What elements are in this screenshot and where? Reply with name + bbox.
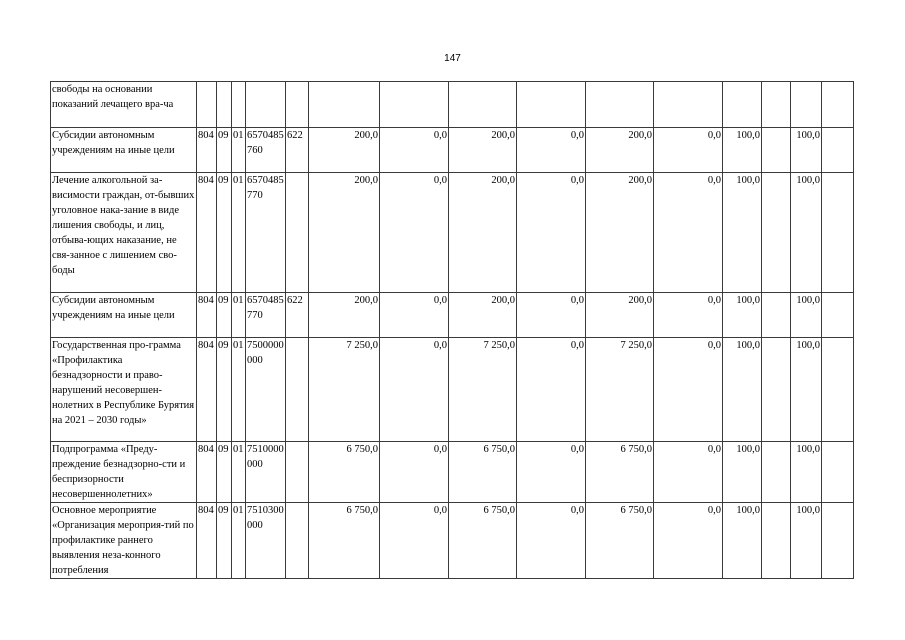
- code-target-article: 6570485760: [246, 128, 286, 173]
- page-number: 147: [444, 53, 461, 64]
- amount-federal-1: 0,0: [380, 442, 449, 503]
- code-subsection: 01: [232, 173, 246, 293]
- amount-approved-1: 6 750,0: [309, 503, 380, 579]
- table-row: [51, 82, 854, 128]
- percent-execution-federal: [791, 82, 822, 128]
- amount-federal-1: 0,0: [380, 128, 449, 173]
- code-subsection: 01: [232, 503, 246, 579]
- amount-approved-2: 7 250,0: [449, 338, 517, 442]
- amount-approved-1: 200,0: [309, 293, 380, 338]
- amount-federal-1: [380, 82, 449, 128]
- amount-executed: 6 750,0: [586, 442, 654, 503]
- table-row: [51, 128, 854, 173]
- empty-cell: [762, 173, 791, 293]
- code-expense-type: [286, 82, 309, 128]
- code-grbs: 804: [197, 293, 217, 338]
- empty-cell: [762, 128, 791, 173]
- table-row: [51, 442, 854, 503]
- amount-federal-1: 0,0: [380, 503, 449, 579]
- amount-federal-2: 0,0: [517, 503, 586, 579]
- percent-execution-federal: 100,0: [791, 503, 822, 579]
- empty-cell: [822, 503, 854, 579]
- amount-approved-1: 200,0: [309, 128, 380, 173]
- percent-execution-federal: 100,0: [791, 338, 822, 442]
- percent-execution-federal: 100,0: [791, 442, 822, 503]
- budget-table: [50, 81, 854, 579]
- amount-federal-1: 0,0: [380, 338, 449, 442]
- amount-federal-executed: 0,0: [654, 338, 723, 442]
- code-expense-type: [286, 338, 309, 442]
- empty-cell: [762, 503, 791, 579]
- item-description: Лечение алкогольной за-висимости граждан, от-бывших уголовное нака-зание в виде лишения свободы, и лиц, отбыва-ющих наказание, не свя-занное с лишением сво-боды: [51, 173, 197, 293]
- percent-execution-federal: 100,0: [791, 293, 822, 338]
- amount-approved-1: 200,0: [309, 173, 380, 293]
- code-grbs: 804: [197, 442, 217, 503]
- code-target-article: [246, 82, 286, 128]
- amount-approved-2: 6 750,0: [449, 503, 517, 579]
- empty-cell: [762, 82, 791, 128]
- amount-approved-1: [309, 82, 380, 128]
- code-grbs: 804: [197, 173, 217, 293]
- amount-executed: [586, 82, 654, 128]
- code-section: 09: [217, 442, 232, 503]
- amount-federal-executed: 0,0: [654, 128, 723, 173]
- code-target-article: 6570485770: [246, 173, 286, 293]
- code-section: 09: [217, 173, 232, 293]
- empty-cell: [822, 293, 854, 338]
- amount-executed: 7 250,0: [586, 338, 654, 442]
- empty-cell: [762, 338, 791, 442]
- code-section: 09: [217, 338, 232, 442]
- amount-executed: 200,0: [586, 128, 654, 173]
- amount-approved-1: 7 250,0: [309, 338, 380, 442]
- code-grbs: 804: [197, 128, 217, 173]
- amount-executed: 200,0: [586, 173, 654, 293]
- code-grbs: 804: [197, 503, 217, 579]
- amount-approved-2: 200,0: [449, 128, 517, 173]
- code-target-article: 7510300000: [246, 503, 286, 579]
- percent-execution-federal: 100,0: [791, 173, 822, 293]
- item-description: Основное мероприятие «Организация мероприя-тий по профилактике раннего выявления неза-конного потребления: [51, 503, 197, 579]
- amount-federal-executed: [654, 82, 723, 128]
- amount-executed: 6 750,0: [586, 503, 654, 579]
- percent-execution: [723, 82, 762, 128]
- table-row: [51, 338, 854, 442]
- amount-federal-2: 0,0: [517, 173, 586, 293]
- amount-approved-1: 6 750,0: [309, 442, 380, 503]
- code-grbs: 804: [197, 338, 217, 442]
- percent-execution-federal: 100,0: [791, 128, 822, 173]
- code-subsection: 01: [232, 442, 246, 503]
- code-grbs: [197, 82, 217, 128]
- amount-approved-2: 200,0: [449, 293, 517, 338]
- code-section: 09: [217, 128, 232, 173]
- amount-federal-executed: 0,0: [654, 173, 723, 293]
- percent-execution: 100,0: [723, 442, 762, 503]
- percent-execution: 100,0: [723, 503, 762, 579]
- code-target-article: 7500000000: [246, 338, 286, 442]
- empty-cell: [762, 442, 791, 503]
- code-subsection: 01: [232, 293, 246, 338]
- empty-cell: [822, 338, 854, 442]
- amount-federal-2: 0,0: [517, 338, 586, 442]
- amount-federal-2: 0,0: [517, 442, 586, 503]
- amount-federal-executed: 0,0: [654, 442, 723, 503]
- amount-executed: 200,0: [586, 293, 654, 338]
- item-description: Субсидии автономным учреждениям на иные цели: [51, 293, 197, 338]
- amount-approved-2: 200,0: [449, 173, 517, 293]
- code-section: 09: [217, 503, 232, 579]
- item-description: Государственная про-грамма «Профилактика безнадзорности и право-нарушений несовершен-нолетних в Республике Бурятия на 2021 – 2030 годы»: [51, 338, 197, 442]
- code-expense-type: [286, 173, 309, 293]
- empty-cell: [822, 173, 854, 293]
- code-subsection: 01: [232, 128, 246, 173]
- amount-federal-2: 0,0: [517, 293, 586, 338]
- code-section: 09: [217, 293, 232, 338]
- amount-federal-2: 0,0: [517, 128, 586, 173]
- percent-execution: 100,0: [723, 128, 762, 173]
- empty-cell: [822, 82, 854, 128]
- percent-execution: 100,0: [723, 173, 762, 293]
- item-description: Подпрограмма «Преду-преждение безнадзорно-сти и беспризорности несовершеннолетних»: [51, 442, 197, 503]
- percent-execution: 100,0: [723, 338, 762, 442]
- table-row: [51, 173, 854, 293]
- amount-approved-2: 6 750,0: [449, 442, 517, 503]
- percent-execution: 100,0: [723, 293, 762, 338]
- code-expense-type: [286, 503, 309, 579]
- code-expense-type: [286, 442, 309, 503]
- amount-federal-2: [517, 82, 586, 128]
- item-description: Субсидии автономным учреждениям на иные цели: [51, 128, 197, 173]
- code-expense-type: 622: [286, 293, 309, 338]
- code-expense-type: 622: [286, 128, 309, 173]
- empty-cell: [822, 442, 854, 503]
- table-row: [51, 503, 854, 579]
- amount-approved-2: [449, 82, 517, 128]
- code-subsection: [232, 82, 246, 128]
- amount-federal-executed: 0,0: [654, 503, 723, 579]
- code-target-article: 7510000000: [246, 442, 286, 503]
- code-subsection: 01: [232, 338, 246, 442]
- amount-federal-executed: 0,0: [654, 293, 723, 338]
- empty-cell: [762, 293, 791, 338]
- amount-federal-1: 0,0: [380, 173, 449, 293]
- code-target-article: 6570485770: [246, 293, 286, 338]
- code-section: [217, 82, 232, 128]
- table-row: [51, 293, 854, 338]
- empty-cell: [822, 128, 854, 173]
- amount-federal-1: 0,0: [380, 293, 449, 338]
- item-description: свободы на основании показаний лечащего вра-ча: [51, 82, 197, 128]
